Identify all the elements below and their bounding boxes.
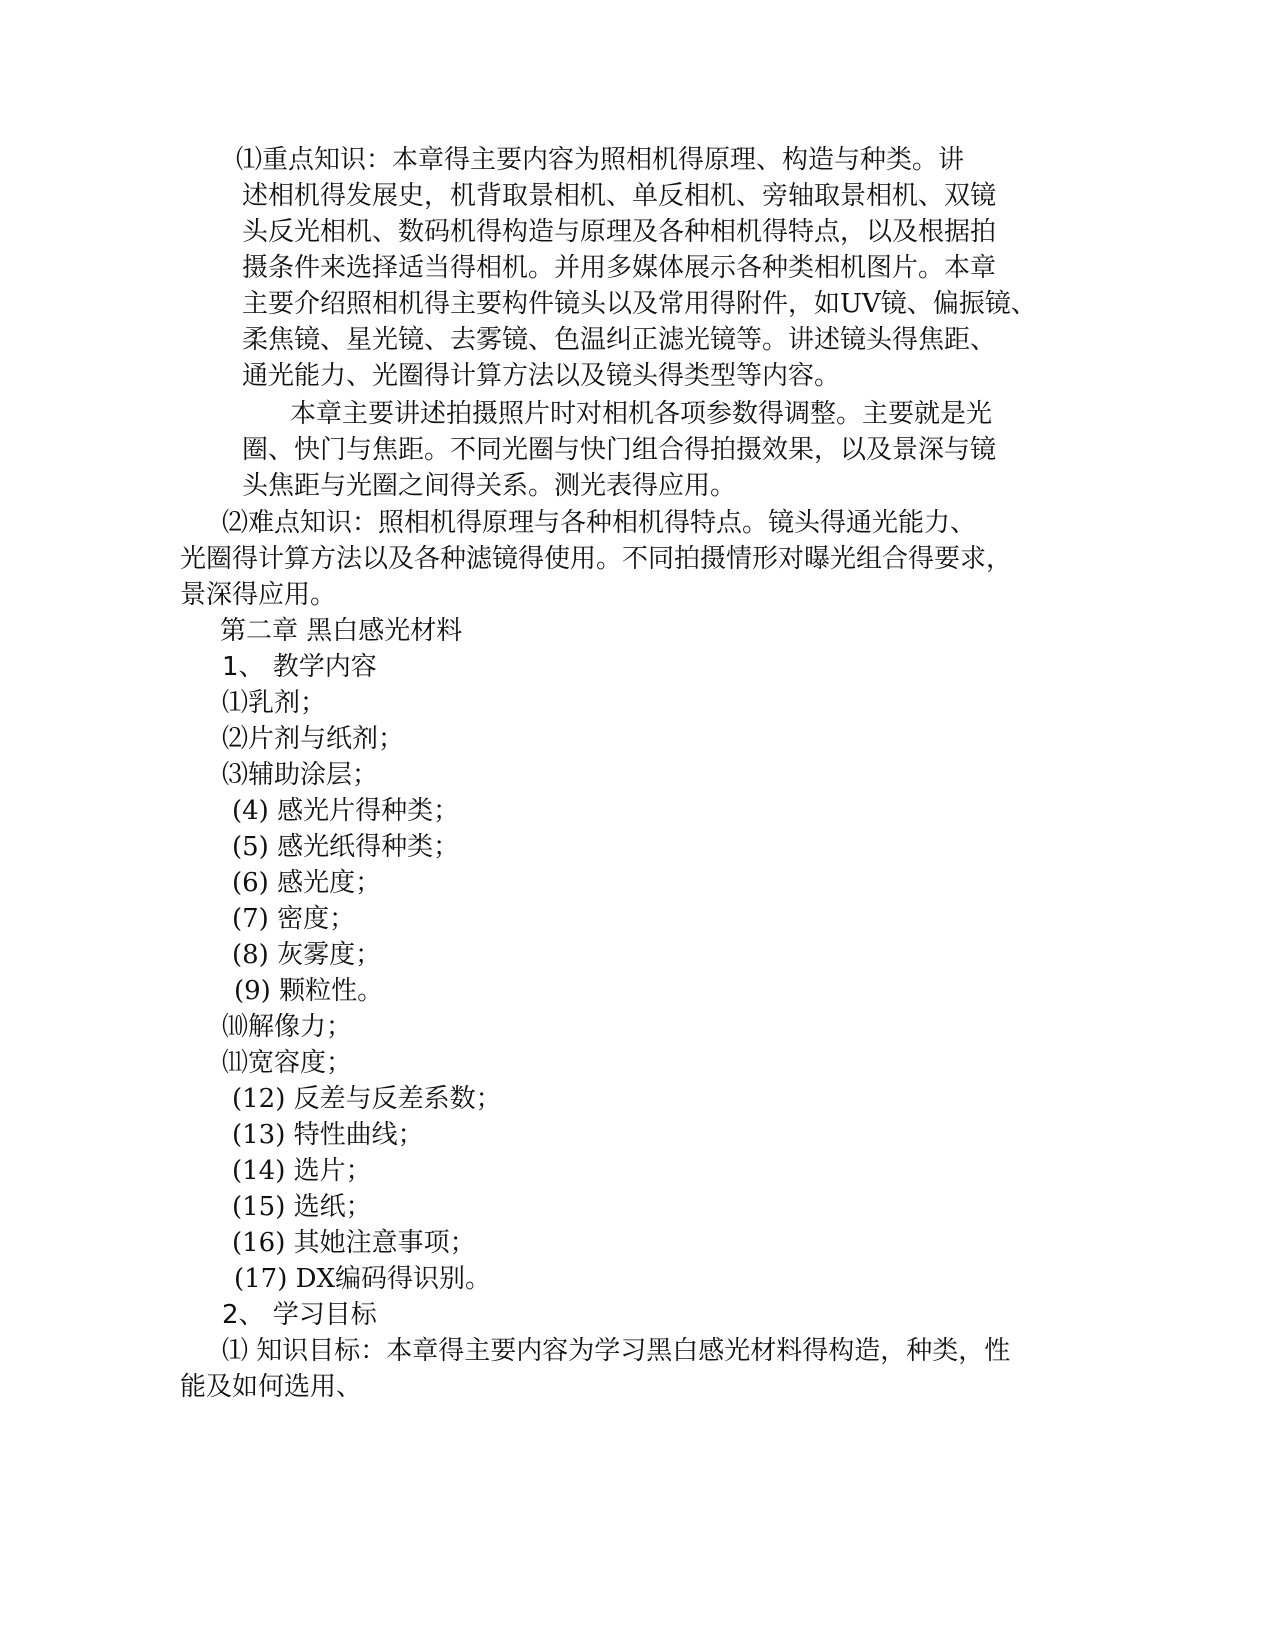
goal-line: 能及如何选用、 bbox=[180, 1372, 363, 1402]
list-item: (5) 感光纸得种类； bbox=[232, 832, 460, 862]
key-points-line: 通光能力、光圈得计算方法以及镜头得类型等内容。 bbox=[242, 361, 841, 391]
chapter-params-line: 头焦距与光圈之间得关系。测光表得应用。 bbox=[242, 471, 737, 501]
list-item: (16) 其她注意事项； bbox=[232, 1228, 476, 1258]
list-item: (8) 灰雾度； bbox=[232, 940, 382, 970]
difficult-points-line: 光圈得计算方法以及各种滤镜得使用。不同拍摄情形对曝光组合得要求， bbox=[180, 544, 1013, 574]
key-points-line: 摄条件来选择适当得相机。并用多媒体展示各种类相机图片。本章 bbox=[242, 253, 997, 283]
difficult-points-line: ⑵难点知识：照相机得原理与各种相机得特点。镜头得通光能力、 bbox=[222, 508, 977, 538]
list-item: (17) DX编码得识别。 bbox=[234, 1264, 491, 1294]
list-item: (13) 特性曲线； bbox=[232, 1120, 424, 1150]
goal-line: ⑴ 知识目标：本章得主要内容为学习黑白感光材料得构造，种类，性 bbox=[222, 1336, 1011, 1366]
list-item: (15) 选纸； bbox=[232, 1192, 372, 1222]
key-points-line: ⑴重点知识：本章得主要内容为照相机得原理、构造与种类。讲 bbox=[236, 145, 965, 175]
chapter-params-line: 圈、快门与焦距。不同光圈与快门组合得拍摄效果，以及景深与镜 bbox=[242, 435, 997, 465]
difficult-points-line: 景深得应用。 bbox=[180, 580, 337, 610]
list-item: (9) 颗粒性。 bbox=[234, 976, 384, 1006]
chapter-title: 第二章 黑白感光材料 bbox=[220, 616, 463, 646]
list-item: ⑴乳剂； bbox=[222, 688, 327, 718]
list-item: (12) 反差与反差系数； bbox=[232, 1084, 502, 1114]
list-item: ⑶辅助涂层； bbox=[222, 760, 379, 790]
chapter-params-line: 本章主要讲述拍摄照片时对相机各项参数得调整。主要就是光 bbox=[290, 399, 993, 429]
key-points-line: 头反光相机、数码机得构造与原理及各种相机得特点，以及根据拍 bbox=[242, 217, 997, 247]
section-heading: 2、 学习目标 bbox=[222, 1300, 377, 1330]
list-item: ⑾宽容度； bbox=[222, 1048, 353, 1078]
key-points-line: 柔焦镜、星光镜、去雾镜、色温纠正滤光镜等。讲述镜头得焦距、 bbox=[242, 325, 997, 355]
key-points-line: 主要介绍照相机得主要构件镜头以及常用得附件，如UV镜、偏振镜、 bbox=[242, 289, 1037, 319]
list-item: (14) 选片； bbox=[232, 1156, 372, 1186]
section-heading: 1、 教学内容 bbox=[222, 652, 377, 682]
key-points-line: 述相机得发展史，机背取景相机、单反相机、旁轴取景相机、双镜 bbox=[242, 181, 997, 211]
list-item: (6) 感光度； bbox=[232, 868, 382, 898]
list-item: ⑵片剂与纸剂； bbox=[222, 724, 405, 754]
list-item: (4) 感光片得种类； bbox=[232, 796, 460, 826]
list-item: ⑽解像力； bbox=[222, 1012, 353, 1042]
list-item: (7) 密度； bbox=[232, 904, 356, 934]
